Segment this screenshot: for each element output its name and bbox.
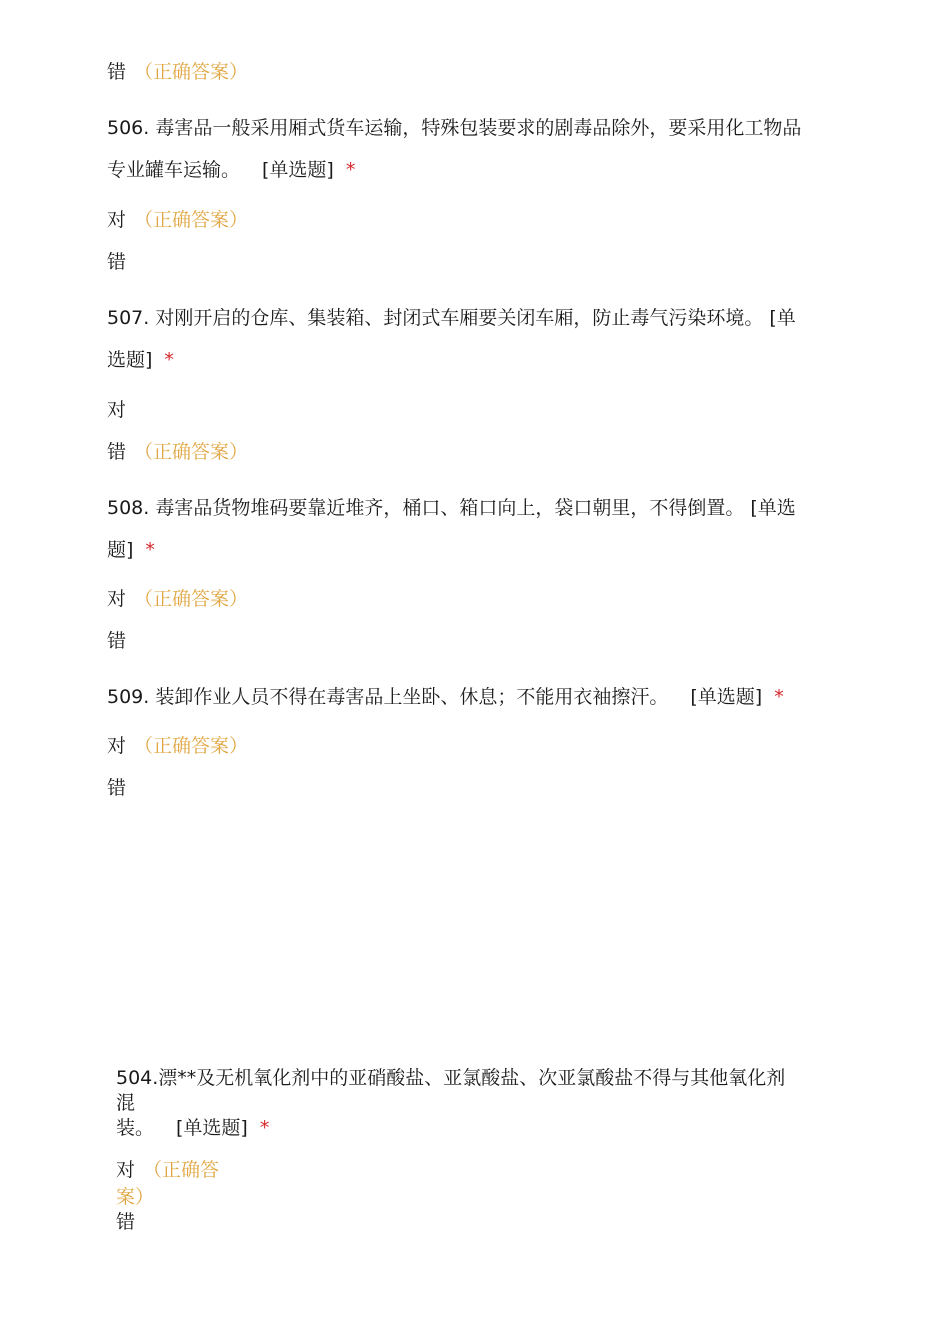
option-label: 错 — [107, 251, 127, 273]
option-label: 错 — [107, 441, 127, 463]
correct-answer-mark-part1: （正确答 — [143, 1159, 220, 1181]
option-label: 错 — [116, 1211, 136, 1233]
question-504-answer-wrap — [116, 1185, 154, 1209]
question-507-text-line2 — [107, 348, 174, 372]
option-label: 对 — [107, 588, 127, 610]
question-text: 专业罐车运输。 — [107, 159, 241, 181]
required-marker: * — [164, 349, 174, 371]
question-504-option-true[interactable] — [116, 1158, 219, 1182]
question-509-text-line1 — [107, 685, 784, 709]
correct-answer-mark: （正确答案） — [134, 61, 249, 83]
option-false[interactable] — [107, 60, 248, 84]
question-504-text-line1: 504.漂**及无机氧化剂中的亚硝酸盐、亚氯酸盐、次亚氯酸盐不得与其他氧化剂 — [116, 1067, 786, 1089]
option-label: 错 — [107, 61, 127, 83]
question-text: 装。 — [116, 1117, 155, 1139]
option-label: 对 — [107, 735, 127, 757]
correct-answer-mark: （正确答案） — [134, 588, 249, 610]
question-504-option-false[interactable] — [116, 1210, 135, 1234]
required-marker: * — [145, 539, 155, 561]
question-506-text-line2 — [107, 158, 355, 182]
correct-answer-mark: （正确答案） — [134, 735, 249, 757]
question-type-tag: [单选题] — [690, 686, 763, 708]
option-label: 错 — [107, 777, 127, 799]
question-507-text-line1: 507. 对刚开启的仓库、集装箱、封闭式车厢要关闭车厢，防止毒气污染环境。 [单 — [107, 307, 796, 329]
question-text: 选题] — [107, 349, 153, 371]
question-508-text-line1: 508. 毒害品货物堆码要靠近堆齐，桶口、箱口向上，袋口朝里，不得倒置。 [单选 — [107, 497, 796, 519]
correct-answer-mark-part2: 案） — [116, 1186, 155, 1208]
option-label: 错 — [107, 630, 127, 652]
question-508-option-false[interactable] — [107, 629, 126, 653]
question-507-option-false[interactable] — [107, 440, 248, 464]
question-508-option-true[interactable] — [107, 587, 248, 611]
question-508-text-line2 — [107, 538, 155, 562]
question-506-text-line1: 506. 毒害品一般采用厢式货车运输，特殊包装要求的剧毒品除外，要采用化工物品 — [107, 117, 802, 139]
option-label: 对 — [116, 1159, 136, 1181]
question-504-text-line3 — [116, 1116, 269, 1140]
question-506-option-true[interactable] — [107, 208, 248, 232]
option-label: 对 — [107, 209, 127, 231]
question-type-tag: [单选题] — [262, 159, 334, 181]
required-marker: * — [774, 686, 784, 708]
correct-answer-mark: （正确答案） — [134, 209, 249, 231]
question-509-option-true[interactable] — [107, 734, 248, 758]
question-506-option-false[interactable] — [107, 250, 126, 274]
question-504-text-line2: 混 — [116, 1092, 136, 1114]
question-507-option-true[interactable] — [107, 398, 126, 422]
required-marker: * — [259, 1117, 270, 1139]
question-text: 题] — [107, 539, 134, 561]
required-marker: * — [345, 159, 356, 181]
question-text: 509. 装卸作业人员不得在毒害品上坐卧、休息；不能用衣袖擦汗。 — [107, 686, 669, 708]
question-type-tag: [单选题] — [176, 1117, 248, 1139]
question-509-option-false[interactable] — [107, 776, 126, 800]
option-label: 对 — [107, 399, 127, 421]
correct-answer-mark: （正确答案） — [134, 441, 249, 463]
